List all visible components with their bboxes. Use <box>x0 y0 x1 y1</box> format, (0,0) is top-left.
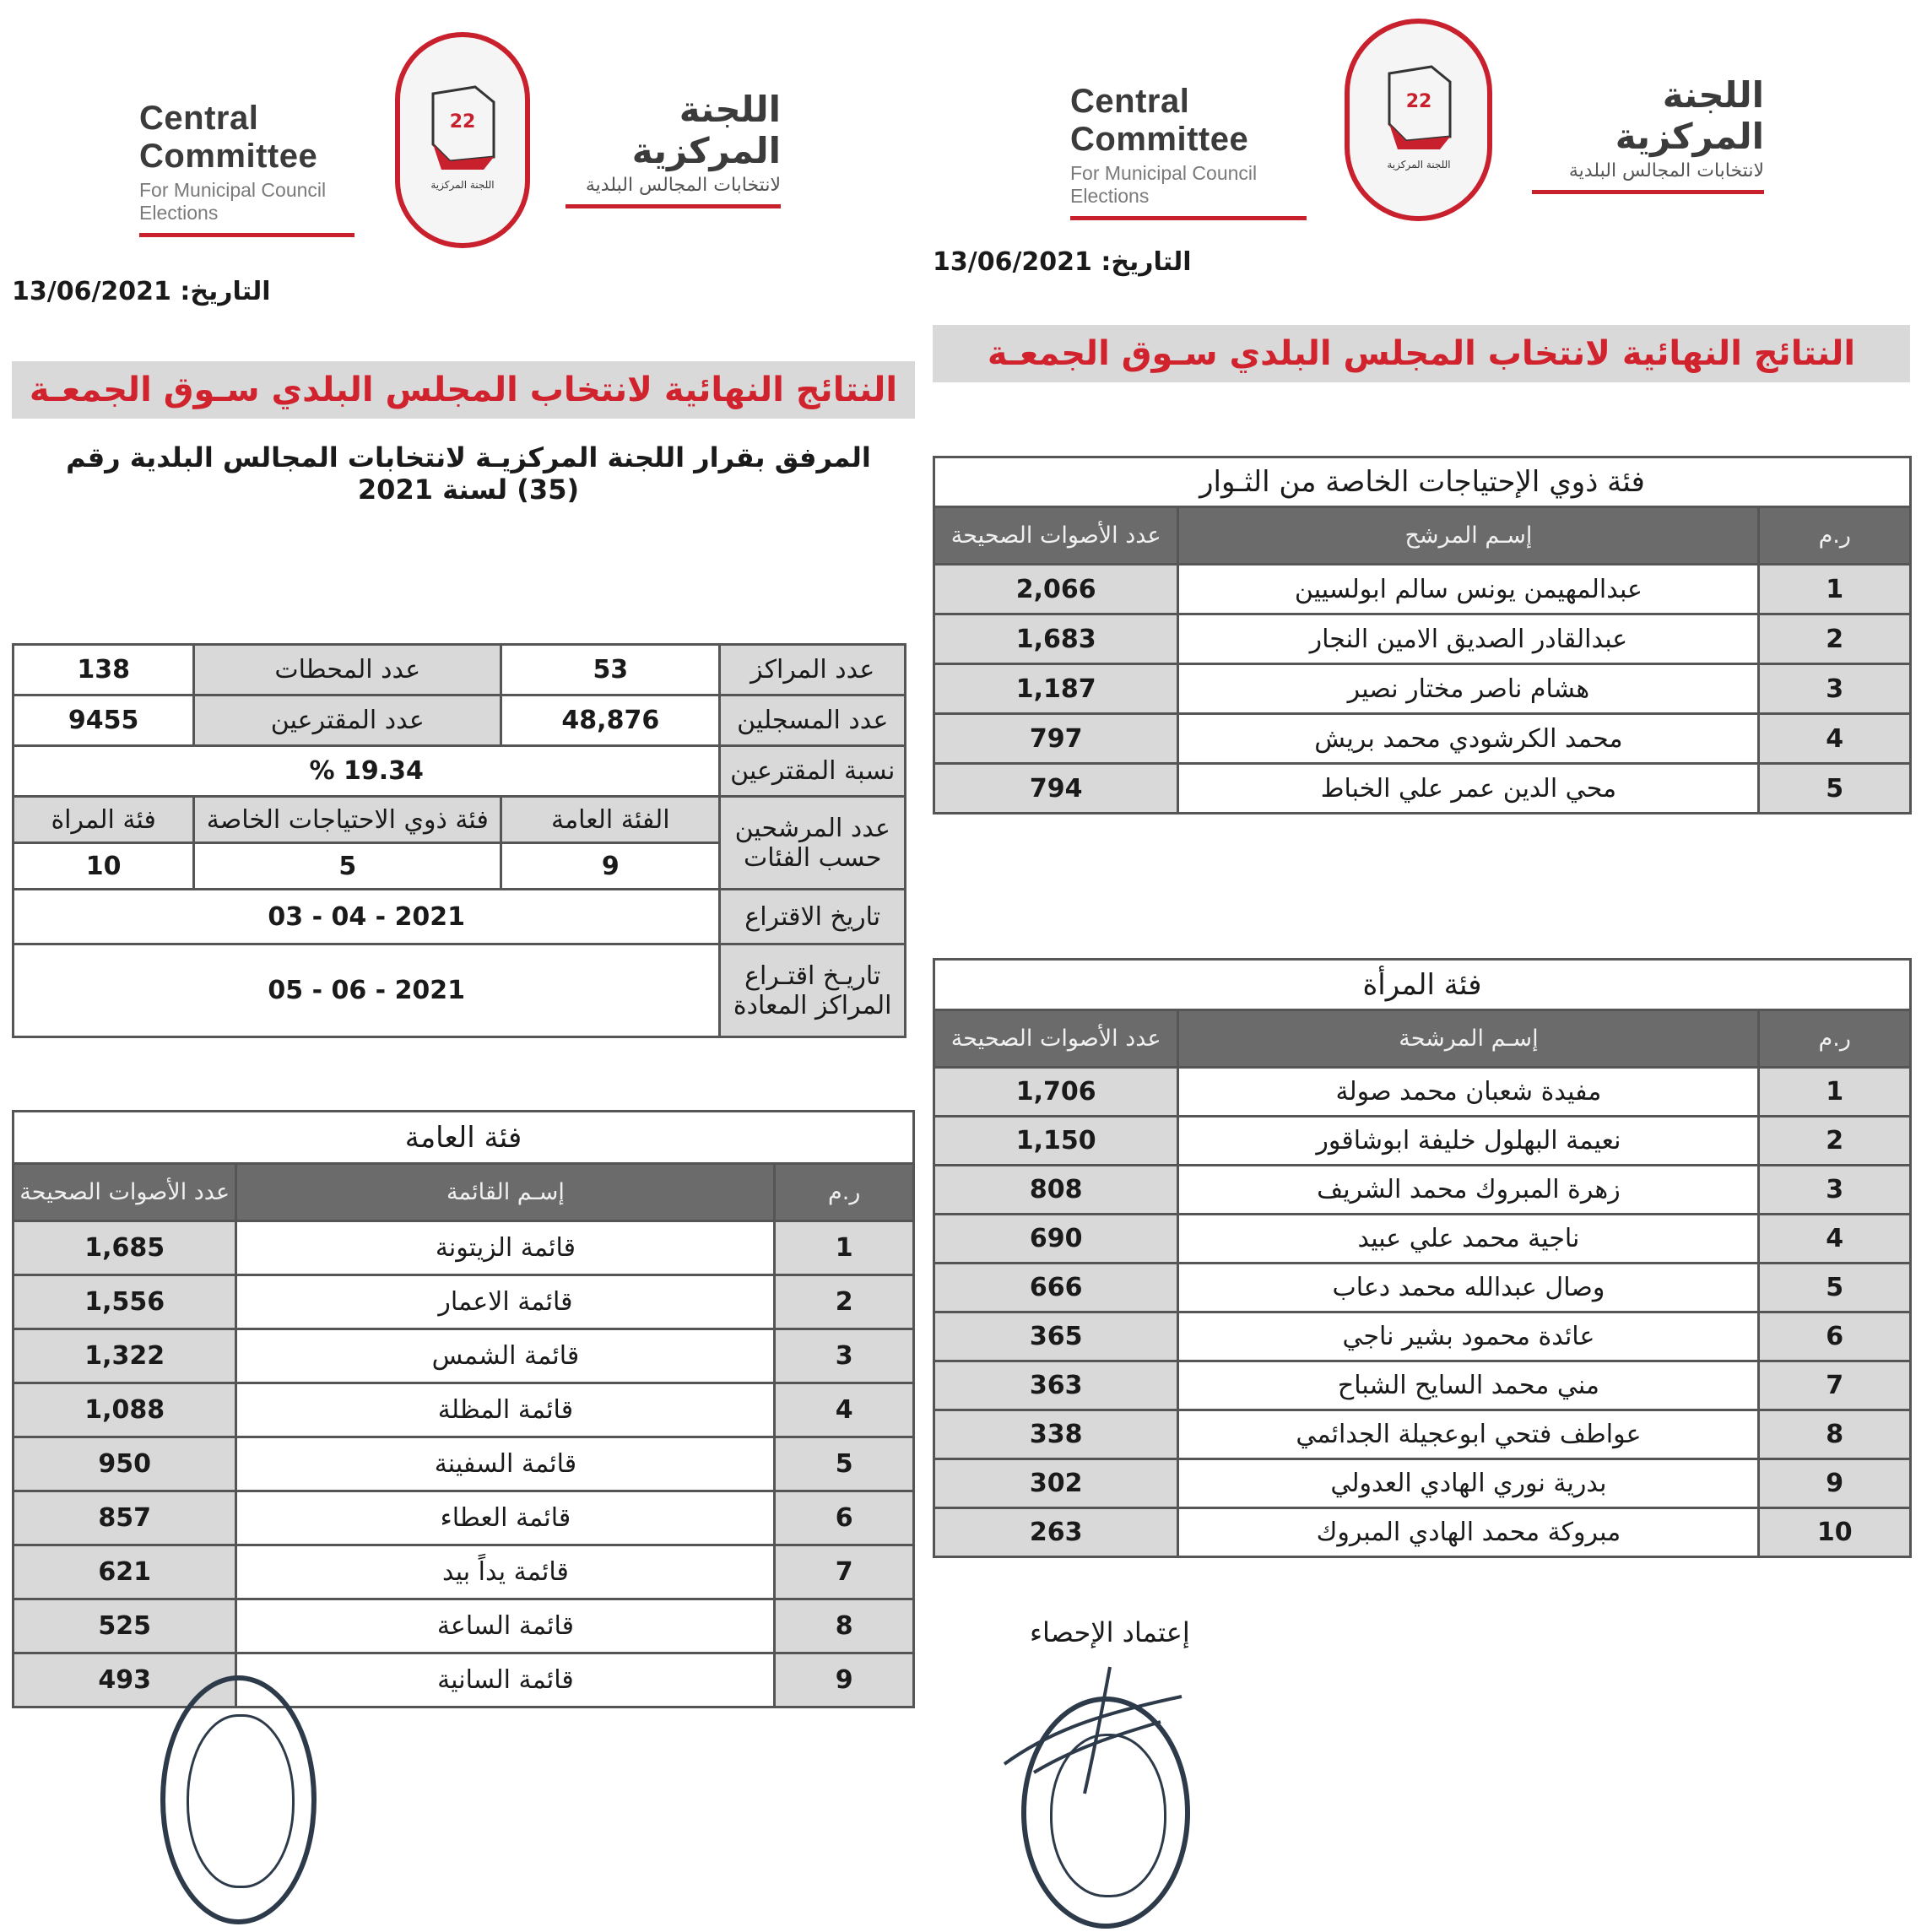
row-number: 3 <box>1759 664 1911 714</box>
women-caption: فئة المرأة <box>934 960 1911 1010</box>
english-title: Central Committee <box>139 100 318 175</box>
row-name: قائمة السانية <box>236 1653 775 1707</box>
col-number-header: ر.م <box>1759 1010 1911 1068</box>
header-english <box>139 100 354 237</box>
row-number: 4 <box>1759 1215 1911 1264</box>
summary-row <box>14 944 906 1037</box>
document-date <box>12 277 271 306</box>
row-votes: 302 <box>934 1459 1178 1508</box>
row-votes: 857 <box>14 1491 236 1545</box>
row-name: قائمة السفينة <box>236 1437 775 1491</box>
category-women-value: 10 <box>14 843 194 890</box>
summary-row <box>14 695 906 746</box>
row-votes: 797 <box>934 714 1178 764</box>
row-number: 2 <box>775 1275 914 1329</box>
row-name: قائمة المظلة <box>236 1383 775 1437</box>
women-table <box>933 958 1912 1558</box>
row-votes: 1,322 <box>14 1329 236 1383</box>
svg-text:اللجنة المركزية: اللجنة المركزية <box>430 179 495 191</box>
row-votes: 1,706 <box>934 1068 1178 1117</box>
table-row <box>934 614 1911 664</box>
row-name: عواطف فتحي ابوعجيلة الجدائمي <box>1178 1410 1759 1459</box>
accent-bar <box>139 233 354 237</box>
header-english <box>1070 83 1307 220</box>
header-arabic <box>1532 74 1764 194</box>
arabic-title: اللجنة المركزية <box>1615 74 1764 157</box>
svg-text:اللجنة المركزية: اللجنة المركزية <box>1386 159 1451 170</box>
english-subtitle: For Municipal Council Elections <box>1070 162 1258 207</box>
row-name: مني محمد السايح الشباح <box>1178 1361 1759 1410</box>
row-number: 6 <box>1759 1312 1911 1361</box>
row-name: محي الدين عمر علي الخباط <box>1178 764 1759 814</box>
main-title-bar <box>12 361 915 419</box>
row-votes: 950 <box>14 1437 236 1491</box>
english-subtitle: For Municipal Council Elections <box>139 179 327 224</box>
row-number: 3 <box>775 1329 914 1383</box>
row-votes: 338 <box>934 1410 1178 1459</box>
col-name-header: إسـم المرشح <box>1178 507 1759 565</box>
row-name: قائمة الشمس <box>236 1329 775 1383</box>
signature-icon <box>1000 1663 1186 1798</box>
table-row <box>14 1437 914 1491</box>
row-votes: 365 <box>934 1312 1178 1361</box>
table-row <box>934 1166 1911 1215</box>
table-row <box>934 1508 1911 1557</box>
row-number: 1 <box>1759 565 1911 614</box>
date-value: 13/06/2021 <box>12 277 171 306</box>
row-number: 10 <box>1759 1508 1911 1557</box>
col-votes-header: عدد الأصوات الصحيحة <box>14 1164 236 1221</box>
table-row <box>934 664 1911 714</box>
col-number-header: ر.م <box>775 1164 914 1221</box>
table-row <box>934 1068 1911 1117</box>
table-row <box>14 1653 914 1707</box>
row-votes: 1,150 <box>934 1117 1178 1166</box>
row-votes: 1,088 <box>14 1383 236 1437</box>
row-votes: 621 <box>14 1545 236 1599</box>
table-row <box>934 565 1911 614</box>
special-caption: فئة ذوي الإحتياجات الخاصة من الثـوار <box>934 457 1911 507</box>
special-needs-table <box>933 456 1912 814</box>
english-title: Central Committee <box>1070 83 1249 158</box>
row-number: 1 <box>1759 1068 1911 1117</box>
row-votes: 525 <box>14 1599 236 1653</box>
arabic-subtitle: لانتخابات المجالس البلدية <box>1568 160 1764 181</box>
accent-bar <box>1532 190 1764 194</box>
row-votes: 794 <box>934 764 1178 814</box>
row-name: محمد الكرشودي محمد بريش <box>1178 714 1759 764</box>
registered-value: 48,876 <box>501 695 720 746</box>
row-name: قائمة العطاء <box>236 1491 775 1545</box>
row-number: 4 <box>775 1383 914 1437</box>
row-number: 6 <box>775 1491 914 1545</box>
row-number: 9 <box>1759 1459 1911 1508</box>
decision-subtitle: المرفق بقرار اللجنة المركزيـة لانتخابات المجالس البلدية رقم (35) لسنة 2021 <box>66 441 871 506</box>
revote-date-label: تاريـخ اقتـراع المراكز المعادة <box>720 944 906 1037</box>
stations-value: 138 <box>14 645 194 695</box>
row-votes: 690 <box>934 1215 1178 1264</box>
row-name: مفيدة شعبان محمد صولة <box>1178 1068 1759 1117</box>
row-name: قائمة الساعة <box>236 1599 775 1653</box>
committee-logo-icon <box>395 32 530 248</box>
row-number: 4 <box>1759 714 1911 764</box>
left-results-page <box>0 0 933 1932</box>
date-label: التاريخ: <box>1101 247 1192 277</box>
table-row <box>934 714 1911 764</box>
official-stamp-icon <box>160 1675 317 1924</box>
voters-label: عدد المقترعين <box>194 695 501 746</box>
table-row <box>934 1361 1911 1410</box>
category-general-label: الفئة العامة <box>501 797 720 843</box>
row-name: مبروكة محمد الهادي المبروك <box>1178 1508 1759 1557</box>
table-header-row <box>934 507 1911 565</box>
row-votes: 808 <box>934 1166 1178 1215</box>
row-number: 1 <box>775 1221 914 1275</box>
row-votes: 1,556 <box>14 1275 236 1329</box>
row-number: 7 <box>1759 1361 1911 1410</box>
voters-value: 9455 <box>14 695 194 746</box>
centers-label: عدد المراكز <box>720 645 906 695</box>
row-number: 5 <box>775 1437 914 1491</box>
table-row <box>14 1545 914 1599</box>
accent-bar <box>566 204 781 208</box>
summary-row <box>14 890 906 944</box>
revote-date-value: 2021 - 06 - 05 <box>14 944 720 1037</box>
row-votes: 2,066 <box>934 565 1178 614</box>
committee-logo-icon <box>1345 19 1492 221</box>
row-name: نعيمة البهلول خليفة ابوشاقور <box>1178 1117 1759 1166</box>
col-number-header: ر.م <box>1759 507 1911 565</box>
row-number: 9 <box>775 1653 914 1707</box>
row-name: بدرية نوري الهادي العدولي <box>1178 1459 1759 1508</box>
col-votes-header: عدد الأصوات الصحيحة <box>934 507 1178 565</box>
statistics-approval-label: إعتماد الإحصاء <box>1030 1616 1190 1648</box>
general-caption: فئة العامة <box>14 1112 914 1164</box>
table-row <box>14 1329 914 1383</box>
category-special-value: 5 <box>194 843 501 890</box>
row-number: 5 <box>1759 1264 1911 1312</box>
table-row <box>14 1599 914 1653</box>
main-title: النتائج النهائية لانتخاب المجلس البلدي سـوق الجمعـة <box>29 371 898 409</box>
category-women-label: فئة المراة <box>14 797 194 843</box>
table-header-row <box>934 1010 1911 1068</box>
turnout-label: نسبة المقترعين <box>720 746 906 797</box>
table-row <box>934 1215 1911 1264</box>
arabic-subtitle: لانتخابات المجالس البلدية <box>585 175 781 196</box>
category-special-label: فئة ذوي الاحتياجات الخاصة <box>194 797 501 843</box>
category-general-value: 9 <box>501 843 720 890</box>
row-name: زهرة المبروك محمد الشريف <box>1178 1166 1759 1215</box>
table-row <box>14 1491 914 1545</box>
row-name: قائمة الزيتونة <box>236 1221 775 1275</box>
summary-row <box>14 797 906 843</box>
row-number: 5 <box>1759 764 1911 814</box>
row-votes: 666 <box>934 1264 1178 1312</box>
right-results-page <box>933 0 1932 1932</box>
date-label: التاريخ: <box>180 277 271 306</box>
summary-row <box>14 645 906 695</box>
row-number: 8 <box>775 1599 914 1653</box>
main-title: النتائج النهائية لانتخاب المجلس البلدي سـوق الجمعـة <box>987 334 1856 373</box>
vote-date-value: 2021 - 04 - 03 <box>14 890 720 944</box>
row-votes: 263 <box>934 1508 1178 1557</box>
main-title-bar <box>933 325 1910 382</box>
table-header-row <box>14 1164 914 1221</box>
table-row <box>934 1117 1911 1166</box>
table-row <box>934 1459 1911 1508</box>
table-row <box>934 764 1911 814</box>
svg-text:22: 22 <box>449 111 476 133</box>
row-number: 8 <box>1759 1410 1911 1459</box>
row-votes: 1,683 <box>934 614 1178 664</box>
row-votes: 363 <box>934 1361 1178 1410</box>
document-date <box>933 247 1192 277</box>
row-name: عبدالقادر الصديق الامين النجار <box>1178 614 1759 664</box>
row-votes: 1,685 <box>14 1221 236 1275</box>
table-row <box>14 1383 914 1437</box>
date-value: 13/06/2021 <box>933 247 1092 277</box>
row-number: 3 <box>1759 1166 1911 1215</box>
table-row <box>934 1264 1911 1312</box>
table-row <box>14 1275 914 1329</box>
registered-label: عدد المسجلين <box>720 695 906 746</box>
row-number: 2 <box>1759 614 1911 664</box>
row-number: 7 <box>775 1545 914 1599</box>
svg-text:22: 22 <box>1405 91 1431 112</box>
row-votes: 1,187 <box>934 664 1178 714</box>
table-row <box>934 1312 1911 1361</box>
col-votes-header: عدد الأصوات الصحيحة <box>934 1010 1178 1068</box>
row-name: وصال عبدالله محمد دعاب <box>1178 1264 1759 1312</box>
header-arabic <box>566 89 781 208</box>
row-name: ناجية محمد علي عبيد <box>1178 1215 1759 1264</box>
turnout-value: 19.34 % <box>14 746 720 797</box>
arabic-title: اللجنة المركزية <box>631 89 781 171</box>
general-list-table <box>12 1110 915 1708</box>
accent-bar <box>1070 216 1307 220</box>
summary-row <box>14 746 906 797</box>
row-name: قائمة الاعمار <box>236 1275 775 1329</box>
row-number: 2 <box>1759 1117 1911 1166</box>
row-name: عبدالمهيمن يونس سالم ابولسيين <box>1178 565 1759 614</box>
summary-table <box>12 643 906 1038</box>
row-name: هشام ناصر مختار نصير <box>1178 664 1759 714</box>
row-name: قائمة يداً بيد <box>236 1545 775 1599</box>
row-votes: 493 <box>14 1653 236 1707</box>
col-name-header: إسـم القائمة <box>236 1164 775 1221</box>
col-name-header: إسـم المرشحة <box>1178 1010 1759 1068</box>
centers-value: 53 <box>501 645 720 695</box>
row-name: عائدة محمود بشير ناجي <box>1178 1312 1759 1361</box>
table-row <box>934 1410 1911 1459</box>
stations-label: عدد المحطات <box>194 645 501 695</box>
vote-date-label: تاريخ الاقتراع <box>720 890 906 944</box>
candidates-label: عدد المرشحين حسب الفئات <box>720 797 906 890</box>
table-row <box>14 1221 914 1275</box>
